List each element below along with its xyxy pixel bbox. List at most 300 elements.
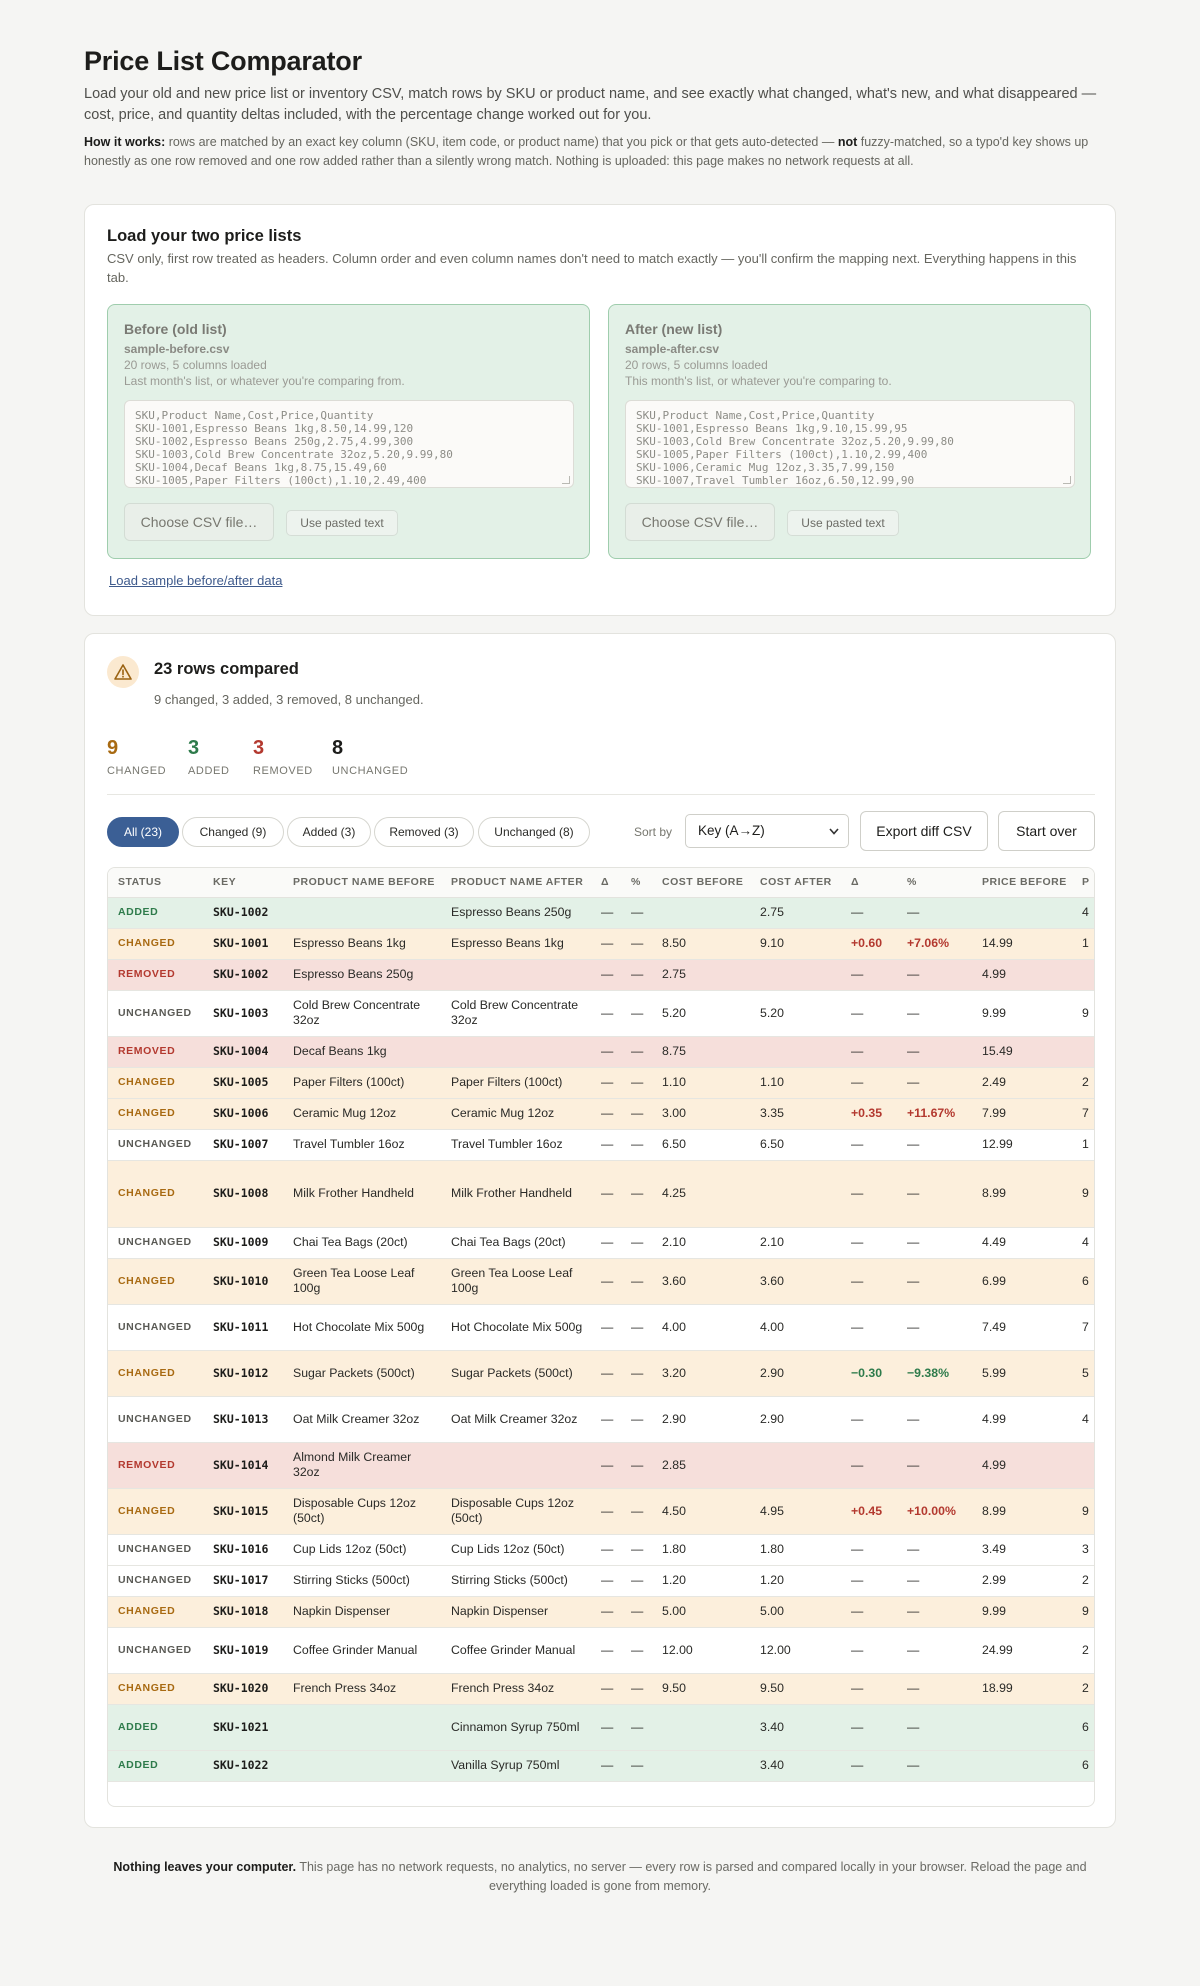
table-cell: 4 — [1072, 1396, 1095, 1442]
table-cell: 3.35 — [750, 1098, 841, 1129]
results-title: 23 rows compared — [154, 660, 299, 678]
table-cell: 1.20 — [750, 1565, 841, 1596]
column-header: PRODUCT NAME BEFORE — [283, 868, 441, 897]
table-cell: — — [841, 1534, 897, 1565]
table-cell: — — [621, 1350, 652, 1396]
table-cell: Disposable Cups 12oz (50ct) — [441, 1488, 591, 1534]
table-cell — [750, 1442, 841, 1488]
table-cell — [652, 897, 750, 928]
status-cell: UNCHANGED — [108, 1396, 203, 1442]
table-cell: Ceramic Mug 12oz — [283, 1098, 441, 1129]
table-row[interactable] — [108, 1227, 1095, 1258]
status-cell: REMOVED — [108, 1442, 203, 1488]
stat-changed — [107, 736, 166, 777]
table-cell: 1.10 — [750, 1067, 841, 1098]
load-sample-link[interactable]: Load sample before/after data — [109, 573, 283, 588]
table-cell: — — [621, 1596, 652, 1627]
table-cell: Milk Frother Handheld — [441, 1160, 591, 1227]
column-header: COST BEFORE — [652, 868, 750, 897]
table-cell: 2.85 — [652, 1442, 750, 1488]
table-cell: Ceramic Mug 12oz — [441, 1098, 591, 1129]
table-row[interactable] — [108, 1350, 1095, 1396]
table-cell: 2.10 — [750, 1227, 841, 1258]
table-cell: — — [621, 1396, 652, 1442]
table-cell — [283, 1704, 441, 1750]
table-cell: 2 — [1072, 1627, 1095, 1673]
table-cell: 24.99 — [972, 1627, 1072, 1673]
table-cell — [1072, 1036, 1095, 1067]
table-cell: 1.80 — [750, 1534, 841, 1565]
diff-table[interactable] — [107, 867, 1095, 1807]
table-cell: — — [591, 1129, 621, 1160]
table-cell: — — [841, 1673, 897, 1704]
before-use-pasted-button[interactable]: Use pasted text — [286, 510, 398, 536]
after-choose-file-button[interactable]: Choose CSV file… — [625, 503, 775, 541]
table-cell: 6.50 — [750, 1129, 841, 1160]
table-cell: 4.00 — [652, 1304, 750, 1350]
table-cell: — — [621, 1160, 652, 1227]
stat-value: 3 — [188, 737, 200, 759]
how-text-2: fuzzy-matched, so a typo'd key shows up honestly as one row removed and one row added rather than a silently wrong match. Nothing is uploaded: this page makes no network requests at all. — [84, 135, 1089, 168]
table-cell: — — [621, 1067, 652, 1098]
table-cell: Oat Milk Creamer 32oz — [441, 1396, 591, 1442]
table-cell: Paper Filters (100ct) — [283, 1067, 441, 1098]
sort-label: Sort by — [634, 825, 673, 839]
table-cell — [750, 1160, 841, 1227]
after-csv-textarea[interactable] — [625, 400, 1075, 488]
how-it-works — [84, 133, 1104, 170]
table-cell: 6 — [1072, 1258, 1095, 1304]
table-row[interactable] — [108, 1750, 1095, 1781]
table-cell: 7.49 — [972, 1304, 1072, 1350]
how-not: not — [837, 135, 858, 149]
table-cell: Espresso Beans 1kg — [283, 928, 441, 959]
table-cell — [972, 897, 1072, 928]
stat-value: 9 — [107, 737, 119, 759]
table-cell: Stirring Sticks (500ct) — [283, 1565, 441, 1596]
table-cell: — — [841, 1396, 897, 1442]
table-cell: — — [591, 1036, 621, 1067]
page-title: Price List Comparator — [84, 46, 362, 76]
table-header — [108, 868, 1095, 897]
table-cell: 4.99 — [972, 959, 1072, 990]
column-header: Δ — [591, 868, 621, 897]
table-cell: — — [897, 1596, 972, 1627]
table-cell: 2 — [1072, 1067, 1095, 1098]
table-cell — [652, 1704, 750, 1750]
table-cell: 9 — [1072, 990, 1095, 1036]
table-cell: — — [897, 1227, 972, 1258]
table-cell: +0.60 — [841, 928, 897, 959]
table-cell: −9.38% — [897, 1350, 972, 1396]
table-row[interactable] — [108, 1627, 1095, 1673]
table-cell: Hot Chocolate Mix 500g — [441, 1304, 591, 1350]
sort-value: Key (A→Z) — [698, 823, 765, 838]
table-row[interactable] — [108, 990, 1095, 1036]
table-cell: 9.99 — [972, 990, 1072, 1036]
table-cell: 8.50 — [652, 928, 750, 959]
key-cell: SKU-1006 — [203, 1098, 283, 1129]
table-cell: Espresso Beans 250g — [283, 959, 441, 990]
key-cell: SKU-1002 — [203, 897, 283, 928]
table-cell: Cold Brew Concentrate 32oz — [441, 990, 591, 1036]
table-cell: Disposable Cups 12oz (50ct) — [283, 1488, 441, 1534]
table-cell: −0.30 — [841, 1350, 897, 1396]
before-hint: Last month's list, or whatever you're comparing from. — [124, 374, 405, 388]
table-cell: 7.99 — [972, 1098, 1072, 1129]
table-cell: 12.00 — [652, 1627, 750, 1673]
table-cell: 2.90 — [750, 1396, 841, 1442]
table-row[interactable] — [108, 1098, 1095, 1129]
after-panel[interactable] — [608, 304, 1091, 559]
table-cell: — — [591, 1673, 621, 1704]
status-cell: ADDED — [108, 1750, 203, 1781]
key-cell: SKU-1017 — [203, 1565, 283, 1596]
table-cell — [750, 1036, 841, 1067]
stat-label: ADDED — [188, 765, 230, 777]
status-cell: CHANGED — [108, 1488, 203, 1534]
key-cell: SKU-1021 — [203, 1704, 283, 1750]
key-cell: SKU-1007 — [203, 1129, 283, 1160]
table-cell — [283, 897, 441, 928]
table-row[interactable] — [108, 1673, 1095, 1704]
table-cell: — — [841, 1704, 897, 1750]
table-cell: Green Tea Loose Leaf 100g — [441, 1258, 591, 1304]
table-cell: Cold Brew Concentrate 32oz — [283, 990, 441, 1036]
table-cell: — — [897, 1036, 972, 1067]
status-cell: UNCHANGED — [108, 1129, 203, 1160]
table-cell: — — [841, 959, 897, 990]
key-cell: SKU-1022 — [203, 1750, 283, 1781]
table-cell: — — [591, 1596, 621, 1627]
table-cell: — — [841, 1129, 897, 1160]
table-cell: — — [621, 990, 652, 1036]
table-row[interactable] — [108, 1596, 1095, 1627]
table-cell: 9.50 — [652, 1673, 750, 1704]
key-cell: SKU-1009 — [203, 1227, 283, 1258]
table-row[interactable] — [108, 928, 1095, 959]
table-cell: 18.99 — [972, 1673, 1072, 1704]
table-cell: 4.00 — [750, 1304, 841, 1350]
key-cell: SKU-1001 — [203, 928, 283, 959]
table-cell: 2 — [1072, 1565, 1095, 1596]
table-cell: Hot Chocolate Mix 500g — [283, 1304, 441, 1350]
table-cell: Sugar Packets (500ct) — [441, 1350, 591, 1396]
table-cell: — — [591, 1304, 621, 1350]
table-cell: 5.99 — [972, 1350, 1072, 1396]
table-row[interactable] — [108, 1396, 1095, 1442]
table-cell: 2.90 — [652, 1396, 750, 1442]
table-cell: 9.50 — [750, 1673, 841, 1704]
key-cell: SKU-1005 — [203, 1067, 283, 1098]
table-cell: Travel Tumbler 16oz — [441, 1129, 591, 1160]
table-cell: — — [897, 1304, 972, 1350]
key-cell: SKU-1004 — [203, 1036, 283, 1067]
load-card — [84, 204, 1116, 616]
table-cell: 2.90 — [750, 1350, 841, 1396]
status-cell: CHANGED — [108, 928, 203, 959]
warning-icon — [107, 656, 139, 688]
resize-handle-icon[interactable] — [1063, 476, 1071, 484]
stat-value: 3 — [253, 737, 265, 759]
footer-note — [84, 1858, 1116, 1896]
table-cell: — — [897, 1160, 972, 1227]
table-cell: — — [897, 1442, 972, 1488]
table-cell: Cinnamon Syrup 750ml — [441, 1704, 591, 1750]
table-cell: — — [841, 1227, 897, 1258]
table-cell: +10.00% — [897, 1488, 972, 1534]
column-header: Δ — [841, 868, 897, 897]
table-cell: — — [841, 1258, 897, 1304]
table-body — [108, 897, 1095, 1781]
table-cell: — — [841, 1627, 897, 1673]
table-cell: 4 — [1072, 1227, 1095, 1258]
column-header: P — [1072, 868, 1095, 897]
table-cell — [1072, 1442, 1095, 1488]
table-cell: 12.99 — [972, 1129, 1072, 1160]
footer-bold: Nothing leaves your computer. — [113, 1860, 297, 1874]
table-row[interactable] — [108, 1442, 1095, 1488]
table-cell: 3.60 — [652, 1258, 750, 1304]
table-cell: — — [897, 1704, 972, 1750]
table-cell: — — [591, 990, 621, 1036]
table-cell: — — [897, 1129, 972, 1160]
table-cell: Milk Frother Handheld — [283, 1160, 441, 1227]
column-header: % — [621, 868, 652, 897]
before-title: Before (old list) — [124, 321, 227, 337]
column-header: STATUS — [108, 868, 203, 897]
table-cell: — — [621, 1627, 652, 1673]
table-cell: 1.10 — [652, 1067, 750, 1098]
table-cell: Green Tea Loose Leaf 100g — [283, 1258, 441, 1304]
stat-removed — [253, 736, 313, 777]
table-cell: 14.99 — [972, 928, 1072, 959]
table-cell: — — [591, 1442, 621, 1488]
table-cell: — — [621, 1258, 652, 1304]
key-cell: SKU-1020 — [203, 1673, 283, 1704]
filter-all[interactable]: All (23) — [107, 817, 179, 847]
start-over-button[interactable]: Start over — [998, 811, 1095, 851]
key-cell: SKU-1008 — [203, 1160, 283, 1227]
status-cell: ADDED — [108, 1704, 203, 1750]
column-header: PRODUCT NAME AFTER — [441, 868, 591, 897]
status-cell: CHANGED — [108, 1098, 203, 1129]
table-cell: — — [591, 1350, 621, 1396]
table-cell: 4.95 — [750, 1488, 841, 1534]
table-cell: — — [621, 1750, 652, 1781]
table-cell: 3.40 — [750, 1704, 841, 1750]
table-cell: +7.06% — [897, 928, 972, 959]
intro-text: Load your old and new price list or inventory CSV, match rows by SKU or product name, and see exactly what changed, what's new, and what disappeared — cost, price, and quantity deltas included, with the percentage change worked out for you. — [84, 86, 1097, 123]
table-cell: — — [897, 1067, 972, 1098]
stat-unchanged — [332, 736, 408, 777]
table-cell: 2.75 — [750, 897, 841, 928]
table-cell: 5 — [1072, 1350, 1095, 1396]
table-cell — [441, 1442, 591, 1488]
after-hint: This month's list, or whatever you're comparing to. — [625, 374, 892, 388]
table-cell: 4.50 — [652, 1488, 750, 1534]
footer-text: This page has no network requests, no analytics, no server — every row is parsed and compared locally in your browser. Reload the page and everything loaded is gone from memory. — [296, 1860, 1087, 1893]
export-diff-button[interactable]: Export diff CSV — [860, 811, 988, 851]
status-cell: UNCHANGED — [108, 1534, 203, 1565]
table-cell: — — [897, 897, 972, 928]
table-cell — [750, 959, 841, 990]
table-row[interactable] — [108, 1160, 1095, 1227]
status-cell: UNCHANGED — [108, 1627, 203, 1673]
table-cell: +0.45 — [841, 1488, 897, 1534]
chevron-down-icon — [829, 828, 839, 835]
table-cell: 4 — [1072, 897, 1095, 928]
after-row-count: 20 rows, 5 columns loaded — [625, 358, 768, 372]
table-row[interactable] — [108, 1036, 1095, 1067]
before-row-count: 20 rows, 5 columns loaded — [124, 358, 267, 372]
table-cell: — — [897, 959, 972, 990]
table-cell: — — [897, 990, 972, 1036]
table-row[interactable] — [108, 1258, 1095, 1304]
table-cell: 2.10 — [652, 1227, 750, 1258]
table-cell: 4.25 — [652, 1160, 750, 1227]
status-cell: REMOVED — [108, 959, 203, 990]
table-cell: Vanilla Syrup 750ml — [441, 1750, 591, 1781]
table-cell: — — [841, 1036, 897, 1067]
table-row[interactable] — [108, 1565, 1095, 1596]
table-row[interactable] — [108, 897, 1095, 928]
table-cell: Travel Tumbler 16oz — [283, 1129, 441, 1160]
table-cell: — — [591, 1704, 621, 1750]
table-cell: 5.00 — [652, 1596, 750, 1627]
table-cell: 6.50 — [652, 1129, 750, 1160]
after-csv-text: SKU,Product Name,Cost,Price,Quantity SKU-1001,Espresso Beans 1kg,9.10,15.99,95 SKU-1003,Cold Brew Concentrate 32oz,5.20,9.99,80 SKU-1005,Paper Filters (100ct),1.10,2.99,400 SKU-1006,Ceramic Mug 12oz,3.35,7.99,150 SKU-1007,Travel Tumbler 16oz,6.50,12.99,90 — [636, 409, 954, 487]
before-choose-file-button[interactable]: Choose CSV file… — [124, 503, 274, 541]
table-cell: — — [897, 1258, 972, 1304]
before-filename: sample-before.csv — [124, 342, 230, 356]
table-cell: Stirring Sticks (500ct) — [441, 1565, 591, 1596]
table-cell: 2.75 — [652, 959, 750, 990]
table-cell: 3.40 — [750, 1750, 841, 1781]
table-cell: 3.00 — [652, 1098, 750, 1129]
table-cell: 15.49 — [972, 1036, 1072, 1067]
table-cell: — — [841, 897, 897, 928]
table-cell: 4.99 — [972, 1396, 1072, 1442]
after-use-pasted-button[interactable]: Use pasted text — [787, 510, 899, 536]
table-row[interactable] — [108, 1304, 1095, 1350]
table-cell: — — [621, 1129, 652, 1160]
table-cell: — — [621, 1565, 652, 1596]
table-cell — [1072, 959, 1095, 990]
sort-select[interactable] — [685, 814, 849, 848]
status-cell: CHANGED — [108, 1160, 203, 1227]
table-cell: — — [591, 1160, 621, 1227]
table-cell — [441, 1036, 591, 1067]
table-cell: — — [591, 1750, 621, 1781]
table-cell: Napkin Dispenser — [283, 1596, 441, 1627]
table-cell: 1 — [1072, 928, 1095, 959]
table-cell: 8.99 — [972, 1488, 1072, 1534]
before-panel[interactable] — [107, 304, 590, 559]
table-row[interactable] — [108, 1534, 1095, 1565]
table-cell: — — [841, 1067, 897, 1098]
table-cell: 1.20 — [652, 1565, 750, 1596]
table-row[interactable] — [108, 1488, 1095, 1534]
table-cell: — — [841, 990, 897, 1036]
table-cell: +11.67% — [897, 1098, 972, 1129]
table-cell: 2 — [1072, 1673, 1095, 1704]
table-row[interactable] — [108, 1129, 1095, 1160]
table-cell — [441, 959, 591, 990]
table-cell: — — [591, 928, 621, 959]
table-cell: Sugar Packets (500ct) — [283, 1350, 441, 1396]
table-cell: — — [841, 1442, 897, 1488]
table-cell: — — [591, 1227, 621, 1258]
table-cell: — — [897, 1750, 972, 1781]
table-cell: 6 — [1072, 1750, 1095, 1781]
key-cell: SKU-1013 — [203, 1396, 283, 1442]
table-cell: 7 — [1072, 1304, 1095, 1350]
table-cell: 3.60 — [750, 1258, 841, 1304]
results-card — [84, 633, 1116, 1828]
table-cell: 2.99 — [972, 1565, 1072, 1596]
filter-added[interactable]: Added (3) — [287, 817, 371, 847]
table-cell: 9 — [1072, 1596, 1095, 1627]
status-cell: UNCHANGED — [108, 990, 203, 1036]
table-cell: 4.49 — [972, 1227, 1072, 1258]
table-cell: — — [621, 928, 652, 959]
status-cell: CHANGED — [108, 1350, 203, 1396]
how-text-1: rows are matched by an exact key column (SKU, item code, or product name) that you pick or that gets auto-detected — — [165, 135, 838, 149]
column-header: % — [897, 868, 972, 897]
table-cell: — — [897, 1565, 972, 1596]
table-cell: — — [841, 1160, 897, 1227]
column-header: KEY — [203, 868, 283, 897]
table-row[interactable] — [108, 1067, 1095, 1098]
table-cell: — — [897, 1396, 972, 1442]
filter-changed[interactable]: Changed (9) — [182, 817, 284, 847]
table-cell: — — [841, 1596, 897, 1627]
table-cell: 9 — [1072, 1160, 1095, 1227]
table-cell: 6.99 — [972, 1258, 1072, 1304]
key-cell: SKU-1016 — [203, 1534, 283, 1565]
load-title: Load your two price lists — [107, 227, 302, 245]
table-cell: — — [621, 1534, 652, 1565]
table-cell: Paper Filters (100ct) — [441, 1067, 591, 1098]
table-cell: Chai Tea Bags (20ct) — [283, 1227, 441, 1258]
key-cell: SKU-1003 — [203, 990, 283, 1036]
table-row[interactable] — [108, 1704, 1095, 1750]
table-cell: Chai Tea Bags (20ct) — [441, 1227, 591, 1258]
before-csv-textarea[interactable] — [124, 400, 574, 488]
table-row[interactable] — [108, 959, 1095, 990]
status-cell: UNCHANGED — [108, 1304, 203, 1350]
table-cell: — — [591, 1488, 621, 1534]
table-cell: 6 — [1072, 1704, 1095, 1750]
table-cell: 3.49 — [972, 1534, 1072, 1565]
table-cell: — — [621, 897, 652, 928]
divider — [107, 794, 1095, 795]
table-cell: — — [591, 1627, 621, 1673]
resize-handle-icon[interactable] — [562, 476, 570, 484]
table-cell: — — [621, 1704, 652, 1750]
filter-removed[interactable]: Removed (3) — [374, 817, 474, 847]
status-cell: CHANGED — [108, 1067, 203, 1098]
table-cell: 1 — [1072, 1129, 1095, 1160]
table-cell: 9.99 — [972, 1596, 1072, 1627]
table-cell: — — [897, 1534, 972, 1565]
table-cell: — — [591, 1534, 621, 1565]
table-cell: Espresso Beans 1kg — [441, 928, 591, 959]
filter-unchanged[interactable]: Unchanged (8) — [478, 817, 590, 847]
table-cell: — — [591, 1258, 621, 1304]
table-cell: 5.20 — [652, 990, 750, 1036]
